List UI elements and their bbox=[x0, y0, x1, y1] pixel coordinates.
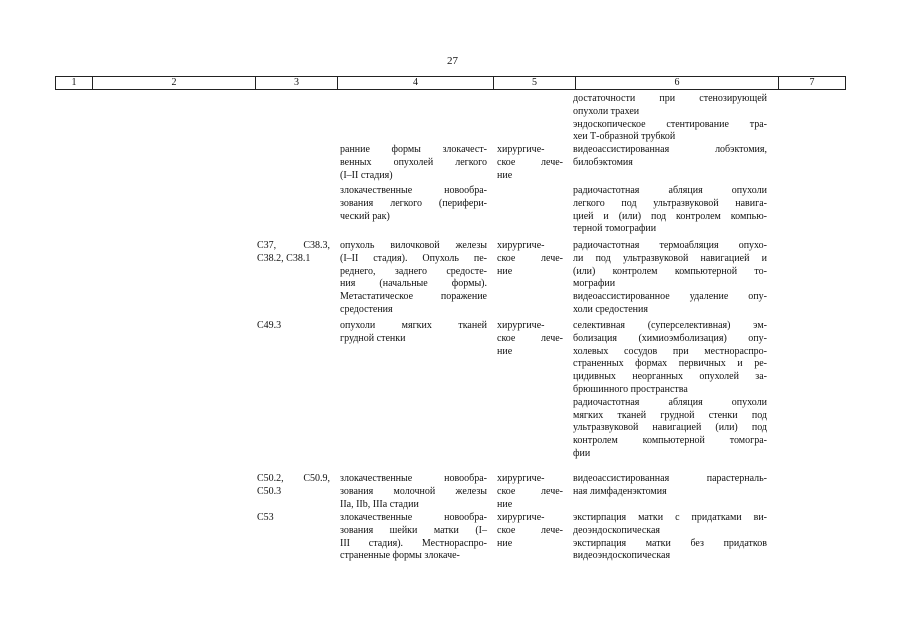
table-cell-col4 bbox=[340, 240, 487, 317]
cell-line: цидивных неорганных опухолей за- bbox=[573, 371, 767, 383]
table-cell-col3 bbox=[257, 240, 330, 266]
cell-line: ское лече- bbox=[497, 332, 563, 344]
table-cell-col5 bbox=[497, 473, 563, 511]
cell-line: (I–II стадия) bbox=[340, 169, 393, 181]
cell-line: ческий рак) bbox=[340, 210, 390, 222]
header-col-2: 2 bbox=[92, 77, 255, 89]
cell-line: ское лече- bbox=[497, 524, 563, 536]
cell-line: билобэктомия bbox=[573, 156, 633, 168]
cell-line: ние bbox=[497, 345, 513, 357]
cell-line: болизация (химиоэмболизация) опу- bbox=[573, 332, 767, 344]
table-cell-col5 bbox=[497, 512, 563, 550]
cell-line: видеоэндоскопическая bbox=[573, 550, 671, 562]
table-cell-col6 bbox=[573, 240, 767, 317]
cell-line: эндоскопическое стентирование тра- bbox=[573, 118, 767, 130]
cell-line: деоэндоскопическая bbox=[573, 524, 661, 536]
cell-line: опухоль вилочковой железы bbox=[340, 240, 487, 251]
table-cell-col4 bbox=[340, 320, 487, 346]
cell-line: хеи Т-образной трубкой bbox=[573, 131, 676, 143]
table-cell-col3 bbox=[257, 320, 330, 333]
cell-line: видеоассистированная лобэктомия, bbox=[573, 144, 767, 155]
table-cell-col5 bbox=[497, 144, 563, 182]
cell-line: холи средостения bbox=[573, 303, 648, 315]
cell-line: ние bbox=[497, 498, 513, 510]
cell-line: ранние формы злокачест- bbox=[340, 144, 487, 155]
cell-line: радиочастотная термоабляция опухо- bbox=[573, 240, 767, 251]
table-cell-col3 bbox=[257, 512, 330, 525]
cell-line: хирургиче- bbox=[497, 240, 545, 251]
header-col-7: 7 bbox=[778, 77, 846, 89]
table-cell-col4 bbox=[340, 473, 487, 511]
cell-line: C50.2, C50.9, bbox=[257, 473, 330, 484]
cell-line: хирургиче- bbox=[497, 320, 545, 331]
cell-line: C37, C38.3, bbox=[257, 240, 330, 251]
table-cell-col5 bbox=[497, 240, 563, 278]
table-cell-col4 bbox=[340, 144, 487, 182]
cell-line: ния (начальные формы). bbox=[340, 278, 487, 290]
cell-line: ское лече- bbox=[497, 485, 563, 497]
header-col-3: 3 bbox=[255, 77, 337, 89]
cell-line: селективная (суперселективная) эм- bbox=[573, 320, 767, 331]
cell-line: ультразвуковой навигацией (или) под bbox=[573, 422, 767, 434]
cell-line: C50.3 bbox=[257, 485, 282, 497]
cell-line: мягких тканей грудной стенки под bbox=[573, 409, 767, 421]
header-col-1: 1 bbox=[55, 77, 92, 89]
cell-line: экстирпация матки с придатками ви- bbox=[573, 512, 767, 523]
table-cell-col6 bbox=[573, 144, 767, 170]
table-cell-col5 bbox=[497, 320, 563, 358]
cell-line: видеоассистированное удаление опу- bbox=[573, 291, 767, 303]
cell-line: зования шейки матки (I– bbox=[340, 524, 487, 536]
cell-line: хирургиче- bbox=[497, 512, 545, 523]
table-cell-col4 bbox=[340, 512, 487, 563]
cell-line: зования легкого (перифери- bbox=[340, 197, 487, 209]
cell-line: контролем компьютерной томогра- bbox=[573, 435, 767, 447]
cell-line: ние bbox=[497, 169, 513, 181]
cell-line: (I–II стадия). Опухоль пе- bbox=[340, 252, 487, 264]
cell-line: C49.3 bbox=[257, 320, 282, 331]
table-cell-col6 bbox=[573, 320, 767, 461]
header-col-4: 4 bbox=[337, 77, 493, 89]
cell-line: страненных формах первичных и ре- bbox=[573, 358, 767, 370]
cell-line: злокачественные новообра- bbox=[340, 512, 487, 523]
cell-line: грудной стенки bbox=[340, 332, 406, 344]
cell-line: C38.2, C38.1 bbox=[257, 252, 311, 264]
table-cell-col6 bbox=[573, 185, 767, 236]
cell-line: ние bbox=[497, 537, 513, 549]
cell-line: ние bbox=[497, 265, 513, 277]
table-cell-col6 bbox=[573, 473, 767, 499]
cell-line: зования молочной железы bbox=[340, 485, 487, 497]
cell-line: венных опухолей легкого bbox=[340, 156, 487, 168]
cell-line: мографии bbox=[573, 278, 616, 290]
cell-line: (или) контролем компьютерной то- bbox=[573, 265, 767, 277]
cell-line: радиочастотная абляция опухоли bbox=[573, 185, 767, 196]
table-cell-col6 bbox=[573, 93, 767, 144]
header-col-6: 6 bbox=[575, 77, 778, 89]
cell-line: Метастатическое поражение bbox=[340, 291, 487, 303]
cell-line: радиочастотная абляция опухоли bbox=[573, 396, 767, 408]
cell-line: цией и (или) под контролем компью- bbox=[573, 210, 767, 222]
cell-line: злокачественные новообра- bbox=[340, 473, 487, 484]
cell-line: фии bbox=[573, 447, 591, 459]
cell-line: хирургиче- bbox=[497, 144, 545, 155]
header-col-5: 5 bbox=[493, 77, 575, 89]
cell-line: ная лимфаденэктомия bbox=[573, 485, 667, 497]
cell-line: злокачественные новообра- bbox=[340, 185, 487, 196]
cell-line: ское лече- bbox=[497, 252, 563, 264]
cell-line: IIa, IIb, IIIa стадии bbox=[340, 498, 419, 510]
table-cell-col4 bbox=[340, 185, 487, 223]
cell-line: реднего, заднего средосте- bbox=[340, 265, 487, 277]
table-header-row bbox=[55, 76, 846, 90]
cell-line: легкого под ультразвуковой навига- bbox=[573, 197, 767, 209]
cell-line: ское лече- bbox=[497, 156, 563, 168]
cell-line: хирургиче- bbox=[497, 473, 545, 484]
cell-line: терной томографии bbox=[573, 223, 657, 235]
cell-line: средостения bbox=[340, 303, 393, 315]
cell-line: C53 bbox=[257, 512, 274, 523]
cell-line: холевых сосудов при местнораспро- bbox=[573, 345, 767, 357]
cell-line: экстирпация матки без придатков bbox=[573, 537, 767, 549]
cell-line: опухоли мягких тканей bbox=[340, 320, 487, 331]
cell-line: достаточности при стенозирующей bbox=[573, 93, 767, 104]
page-number: 27 bbox=[447, 55, 458, 67]
cell-line: ли под ультразвуковой навигацией и bbox=[573, 252, 767, 264]
cell-line: брюшинного пространства bbox=[573, 383, 688, 395]
cell-line: III стадия). Местнораспро- bbox=[340, 537, 487, 549]
table-cell-col6 bbox=[573, 512, 767, 563]
cell-line: страненные формы злокаче- bbox=[340, 550, 460, 562]
cell-line: видеоассистированная парастерналь- bbox=[573, 473, 767, 484]
cell-line: опухоли трахеи bbox=[573, 105, 640, 117]
table-cell-col3 bbox=[257, 473, 330, 499]
